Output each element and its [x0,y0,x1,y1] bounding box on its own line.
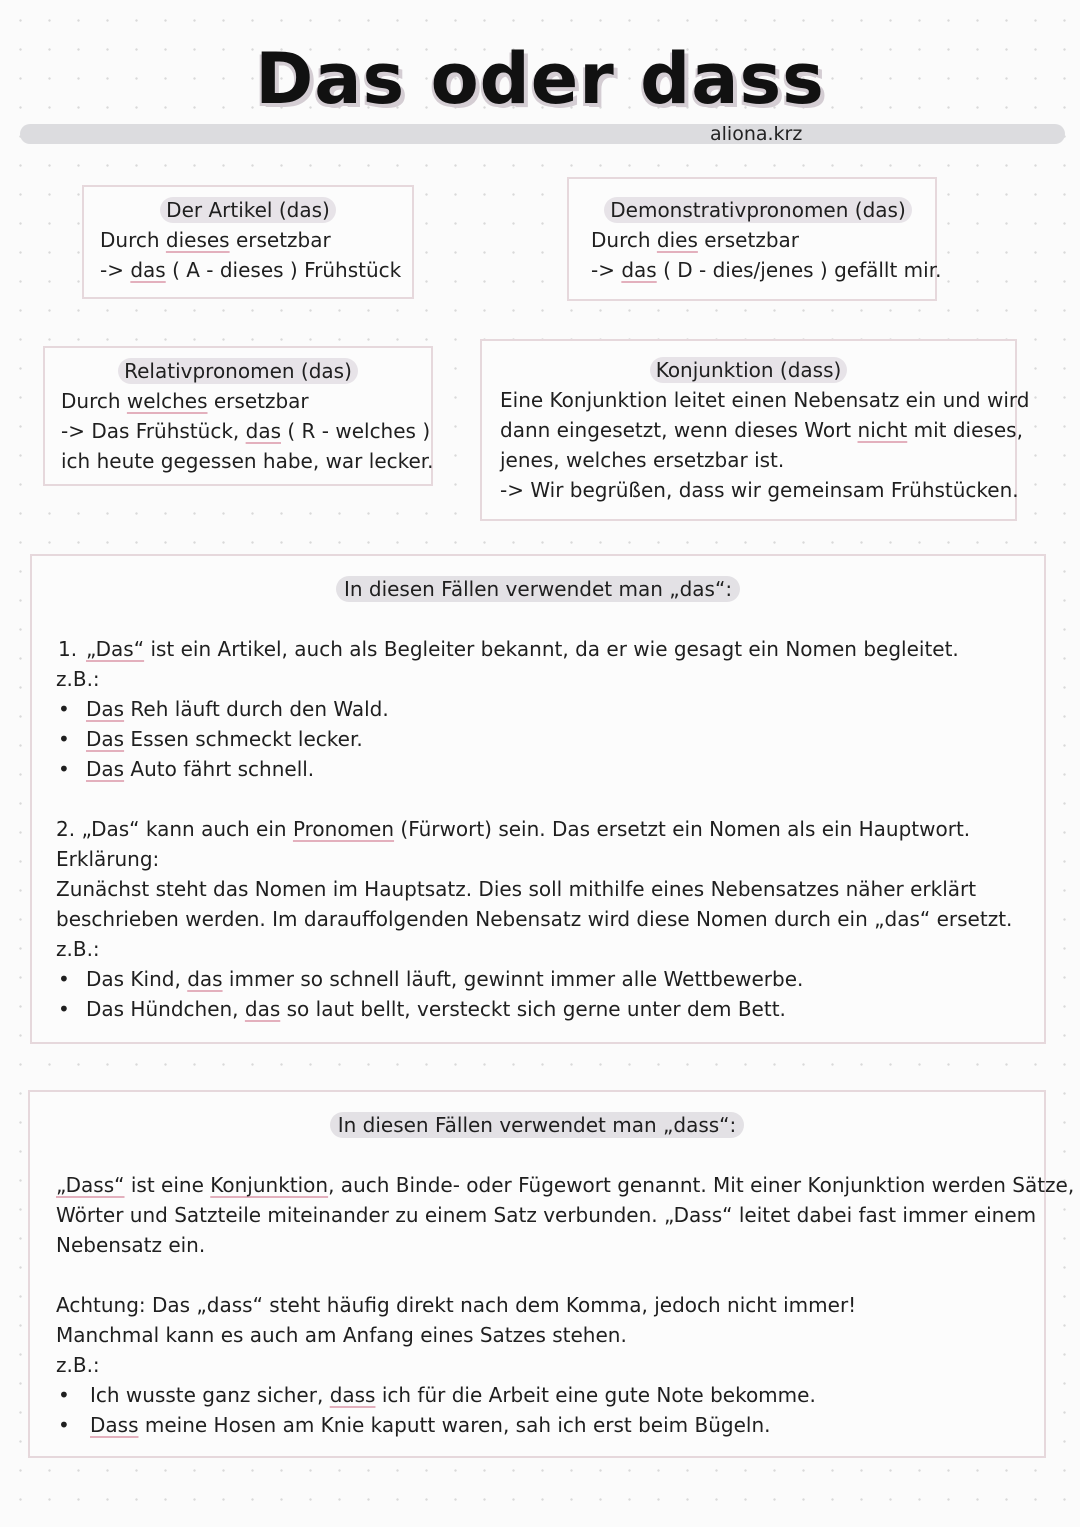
relativ-line-3: ich heute gegessen habe, war lecker. [61,449,434,473]
dass-zb: z.B.: [56,1353,100,1377]
dass-section [28,1090,1075,1458]
das-point-1: 1. „Das“ ist ein Artikel, auch als Begleiter bekannt, da er wie gesagt ein Nomen begleitet. [58,637,959,661]
das-section [30,554,1046,1044]
konjunktion-line-1: Eine Konjunktion leitet einen Nebensatz ein und wird [500,388,1030,412]
list-item: • Das Reh läuft durch den Wald. [58,697,389,721]
relativ-title: Relativpronomen (das) [118,358,358,384]
list-item: • Das Kind, das immer so schnell läuft, gewinnt immer alle Wettbewerbe. [58,967,804,991]
das-zb-2: z.B.: [56,937,100,961]
dass-paragraph-line-1: „Dass“ ist eine Konjunktion, auch Binde- oder Fügewort genannt. Mit einer Konjunktion werden Sätze, [56,1173,1075,1197]
dass-section-title: In diesen Fällen verwendet man „dass“: [330,1112,745,1138]
demonstrativ-line-2: -> das ( D - dies/jenes ) gefällt mir. [591,258,942,282]
list-item: • Das Hündchen, das so laut bellt, versteckt sich gerne unter dem Bett. [58,997,786,1021]
list-item: • Dass meine Hosen am Knie kaputt waren, sah ich erst beim Bügeln. [58,1413,771,1437]
list-item: • Das Auto fährt schnell. [58,757,315,781]
dass-paragraph-line-2: Wörter und Satzteile miteinander zu einem Satz verbunden. „Dass“ leitet dabei fast immer einem [56,1203,1037,1227]
dass-achtung-line-2: Manchmal kann es auch am Anfang eines Satzes stehen. [56,1323,627,1347]
dass-achtung-line-1: Achtung: Das „dass“ steht häufig direkt nach dem Komma, jedoch nicht immer! [56,1293,857,1317]
relativ-line-2: -> Das Frühstück, das ( R - welches ) [61,419,431,443]
das-explanation-line-1: Zunächst steht das Nomen im Hauptsatz. Dies soll mithilfe eines Nebensatzes näher erklärt [56,877,977,901]
page-title: Das oder dass [255,38,825,120]
demonstrativ-title: Demonstrativpronomen (das) [604,197,912,223]
demonstrativ-line-1: Durch dies ersetzbar [591,228,799,252]
das-zb-1: z.B.: [56,667,100,691]
artikel-line-2: -> das ( A - dieses ) Frühstück [100,258,402,282]
das-section-title: In diesen Fällen verwendet man „das“: [336,576,740,602]
das-explanation-line-2: beschrieben werden. Im darauffolgenden Nebensatz wird diese Nomen durch ein „das“ ersetzt. [56,907,1013,931]
dass-paragraph-line-3: Nebensatz ein. [56,1233,206,1257]
list-item: • Das Essen schmeckt lecker. [58,727,363,751]
artikel-line-1: Durch dieses ersetzbar [100,228,331,252]
das-erklaerung-label: Erklärung: [56,847,160,871]
title-underline-bar [20,124,1065,144]
relativ-line-1: Durch welches ersetzbar [61,389,309,413]
artikel-title: Der Artikel (das) [160,197,336,223]
konjunktion-box [480,339,1030,521]
demonstrativ-box [567,177,942,301]
konjunktion-line-3: jenes, welches ersetzbar ist. [500,448,785,472]
relativ-box [43,346,433,486]
konjunktion-line-2: dann eingesetzt, wenn dieses Wort nicht mit dieses, [500,418,1023,442]
konjunktion-title: Konjunktion (dass) [650,357,848,383]
das-point-2: 2. „Das“ kann auch ein Pronomen (Fürwort) sein. Das ersetzt ein Nomen als ein Hauptwort. [56,817,971,841]
author-handle: aliona.krz [710,123,803,145]
artikel-box [82,185,414,299]
list-item: • Ich wusste ganz sicher, dass ich für die Arbeit eine gute Note bekomme. [58,1383,816,1407]
konjunktion-line-4: -> Wir begrüßen, dass wir gemeinsam Frühstücken. [500,478,1019,502]
